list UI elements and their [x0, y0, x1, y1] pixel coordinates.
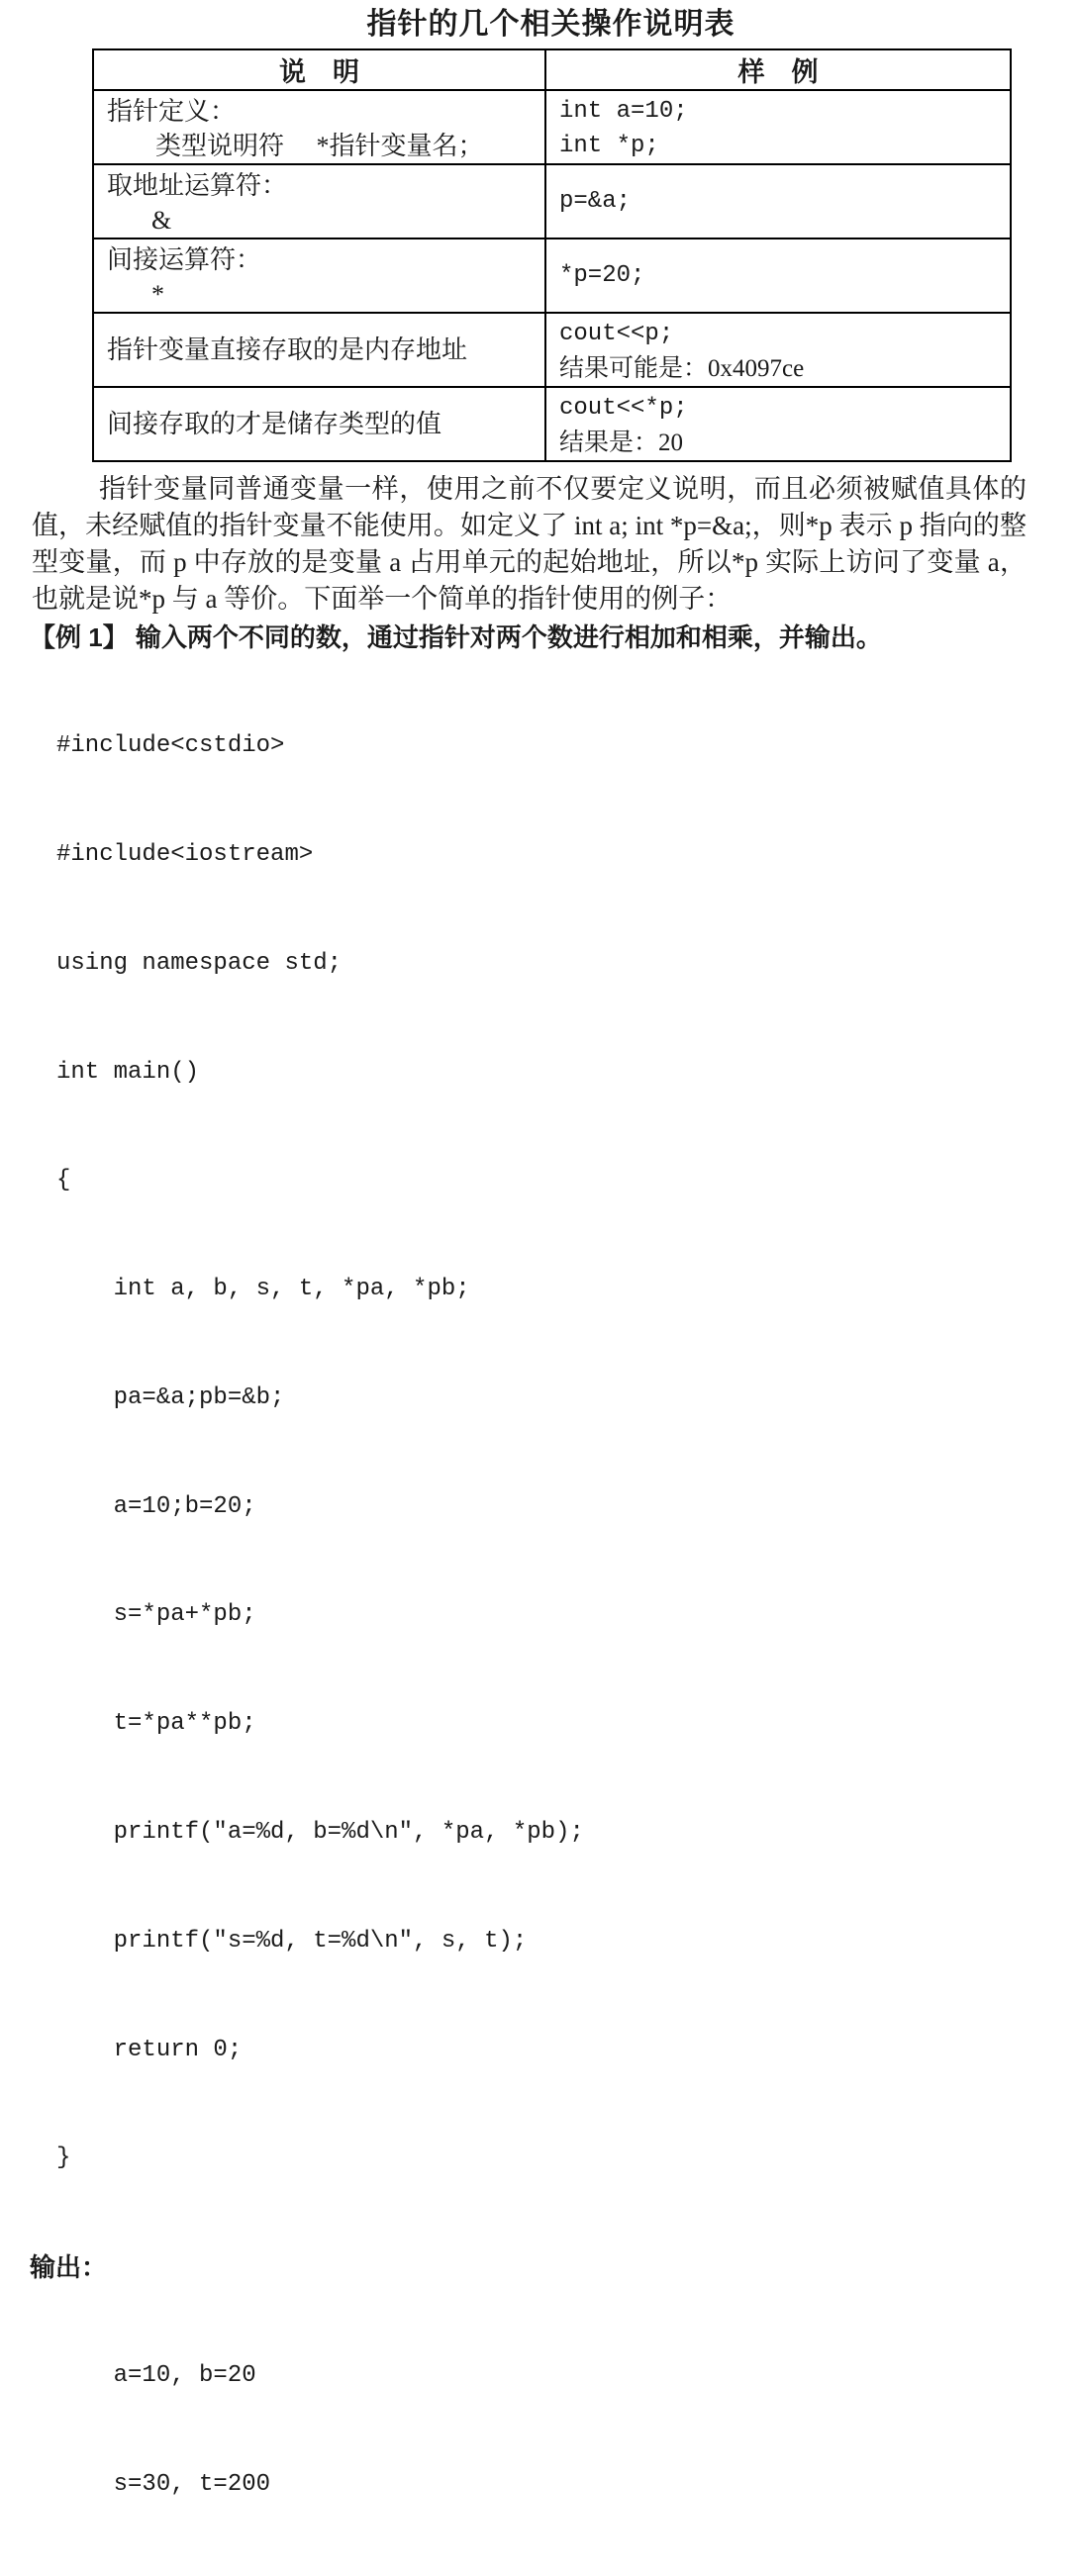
description-line: 间接运算符：: [107, 245, 262, 274]
code-line: t=*pa**pb;: [56, 1710, 256, 1738]
column-header-example: 样 例: [545, 49, 1011, 90]
example-cell: [545, 313, 1011, 387]
description-line: 指针变量直接存取的是内存地址: [107, 335, 468, 364]
code-line: printf("a=%d, b=%d\n", *pa, *pb);: [56, 1819, 584, 1846]
example-code-line: cout<<p;: [559, 321, 674, 347]
example-cell: [545, 239, 1011, 313]
document-page: [0, 6, 1078, 2499]
description-cell: [93, 313, 545, 387]
description-line: 类型说明符 *指针变量名；: [155, 132, 484, 160]
code-line: using namespace std;: [56, 949, 343, 977]
description-line: 间接存取的才是储存类型的值: [107, 410, 442, 438]
code-line: #include<iostream>: [56, 840, 314, 868]
column-header-description: 说 明: [93, 49, 545, 90]
output-line: a=10, b=20: [56, 2362, 256, 2390]
explanatory-paragraph: 指针变量同普通变量一样，使用之前不仅要定义说明，而且必须被赋值具体的值，未经赋值的指针变量不能使用。如定义了 int a; int *p=&a;，则*p 表示 p 指向的整型变量，而 p 中存放的是变量 a 占用单元的起始地址，所以*p 实际上访问了变量 a，也就是说*p 与 a 等价。下面举一个简单的指针使用的例子：: [32, 474, 1027, 614]
code-line: int main(): [56, 1058, 200, 1086]
table-title: 指针的几个相关操作说明表: [366, 8, 735, 41]
table-row-direct-access: [93, 313, 1011, 387]
description-line: 取地址运算符：: [107, 171, 288, 200]
table-row-pointer-definition: [93, 90, 1011, 164]
example-code-line: cout<<*p;: [559, 395, 688, 422]
code-line: }: [56, 2145, 71, 2172]
example-result-line: 结果是：20: [559, 429, 684, 456]
example-cell: [545, 90, 1011, 164]
example-code-line: int *p;: [559, 133, 659, 159]
example-result-line: 结果可能是：0x4097ce: [559, 355, 805, 382]
table-row-address-of-operator: [93, 164, 1011, 239]
code-line: a=10;b=20;: [56, 1492, 256, 1520]
program-output: [56, 2286, 1078, 2576]
table-row-indirect-access: [93, 387, 1011, 461]
code-line: pa=&a;pb=&b;: [56, 1383, 285, 1411]
example-cell: [545, 164, 1011, 239]
output-line: s=30, t=200: [56, 2471, 271, 2499]
example-1-heading: 【例 1】 输入两个不同的数，通过指针对两个数进行相加和相乘，并输出。: [30, 622, 882, 652]
code-line: int a, b, s, t, *pa, *pb;: [56, 1276, 470, 1303]
pointer-operations-table: [92, 48, 1012, 462]
code-line: #include<cstdio>: [56, 732, 285, 760]
code-line: {: [56, 1167, 71, 1194]
table-row-indirection-operator: [93, 239, 1011, 313]
description-cell: [93, 239, 545, 313]
description-cell: [93, 90, 545, 164]
example-cell: [545, 387, 1011, 461]
code-listing: [56, 656, 1078, 2249]
code-line: printf("s=%d, t=%d\n", s, t);: [56, 1927, 528, 1955]
description-cell: [93, 164, 545, 239]
description-cell: [93, 387, 545, 461]
operator-symbol: &: [151, 206, 172, 235]
example-code-line: p=&a;: [559, 188, 632, 215]
table-header-row: [93, 49, 1011, 90]
example-code-line: *p=20;: [559, 262, 645, 289]
operator-symbol: *: [151, 280, 164, 309]
code-line: s=*pa+*pb;: [56, 1601, 256, 1629]
output-label: 输出：: [30, 2252, 108, 2283]
description-line: 指针定义：: [107, 97, 237, 126]
example-code-line: int a=10;: [559, 98, 688, 125]
code-line: return 0;: [56, 2036, 243, 2063]
